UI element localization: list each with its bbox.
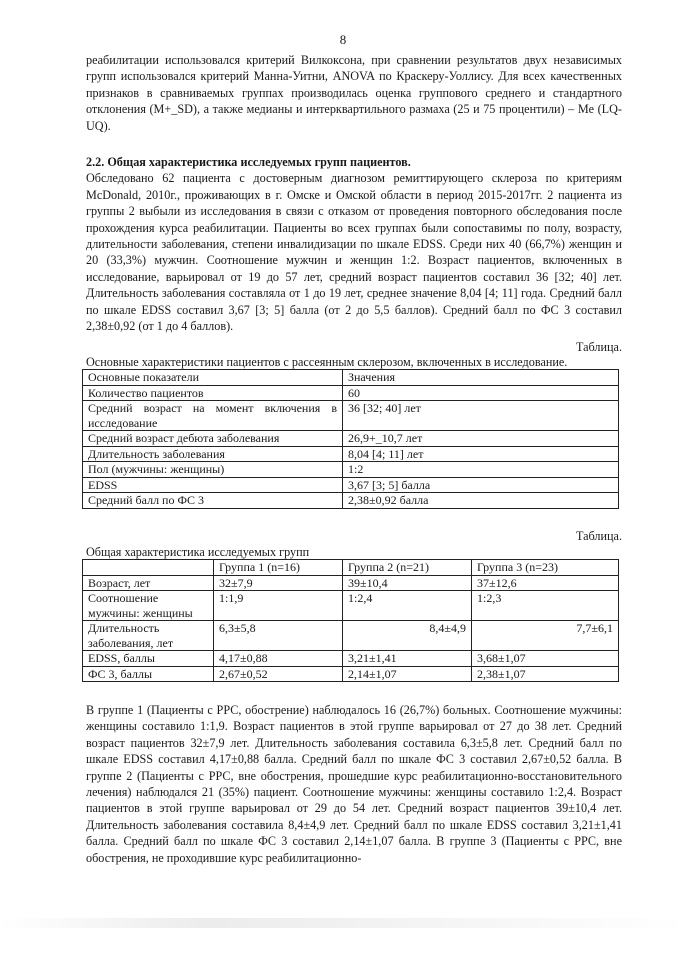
- table-cell: 3,21±1,41: [343, 651, 472, 667]
- table-row: [83, 462, 619, 478]
- table-cell: Соотношение мужчины: женщины: [83, 591, 214, 621]
- table-cell: Длительность заболевания: [83, 446, 343, 462]
- table2-label: Таблица.: [575, 529, 622, 543]
- table-cell: 32±7,9: [214, 575, 343, 591]
- table-cell: 1:1,9: [214, 591, 343, 621]
- table-cell: 2,38±1,07: [472, 666, 619, 682]
- table-cell: ФС 3, баллы: [83, 666, 214, 682]
- table-cell: EDSS: [83, 477, 343, 493]
- table1-label: Таблица.: [575, 340, 622, 354]
- table-cell: 3,67 [3; 5] балла: [343, 477, 619, 493]
- table-row: [83, 446, 619, 462]
- intro-text: реабилитации использовался критерий Вилкоксона, при сравнении результатов двух независимых групп использовался критерий Манна-Уитни, ANOVA по Краскеру-Уоллису. Для всех качественных признаков в сравниваемых группах производилась оценка группового среднего и стандартного отклонения (M+_SD), а также медианы и интерквартильного размаха (25 и 75 процентили) – Me (LQ-UQ).: [86, 53, 622, 133]
- table-cell: 2,38±0,92 балла: [343, 493, 619, 509]
- table-row: [83, 591, 619, 621]
- table-cell: Возраст, лет: [83, 575, 214, 591]
- table1-title: Основные характеристики пациентов с рассеянным склерозом, включенных в исследование.: [86, 355, 568, 369]
- table-cell: Длительность заболевания, лет: [83, 621, 214, 651]
- table-cell: 37±12,6: [472, 575, 619, 591]
- table-row: [83, 493, 619, 509]
- section-heading: 2.2. Общая характеристика исследуемых групп пациентов.: [86, 155, 411, 169]
- table-cell: 7,7±6,1: [472, 621, 619, 651]
- table-row: [83, 385, 619, 401]
- scan-artifact: [0, 918, 686, 928]
- table-cell: 8,04 [4; 11] лет: [343, 446, 619, 462]
- table-header-cell: Основные показатели: [83, 370, 343, 386]
- table-cell: 60: [343, 385, 619, 401]
- table-row: [83, 621, 619, 651]
- patient-characteristics-table: [82, 369, 619, 509]
- table-cell: 8,4±4,9: [343, 621, 472, 651]
- table-header-cell: Группа 2 (n=21): [343, 560, 472, 576]
- table-cell: Средний возраст дебюта заболевания: [83, 431, 343, 447]
- table-row: [83, 477, 619, 493]
- table-header-row: [83, 370, 619, 386]
- table-row: [83, 431, 619, 447]
- intro-paragraph: [86, 52, 622, 134]
- table-header-cell: Значения: [343, 370, 619, 386]
- table-cell: Средний балл по ФС 3: [83, 493, 343, 509]
- table-cell: Количество пациентов: [83, 385, 343, 401]
- table-header-cell: Группа 1 (n=16): [214, 560, 343, 576]
- table-cell: 1:2,3: [472, 591, 619, 621]
- table-cell: 1:2,4: [343, 591, 472, 621]
- table-cell: 39±10,4: [343, 575, 472, 591]
- table-header-cell: [83, 560, 214, 576]
- table2-title: Общая характеристика исследуемых групп: [86, 545, 310, 559]
- table-cell: 36 [32; 40] лет: [343, 401, 619, 431]
- section-2-2: [86, 154, 622, 334]
- table-cell: 26,9+_10,7 лет: [343, 431, 619, 447]
- table-cell: EDSS, баллы: [83, 651, 214, 667]
- table-cell: Пол (мужчины: женщины): [83, 462, 343, 478]
- table-cell: 1:2: [343, 462, 619, 478]
- table-row: [83, 666, 619, 682]
- table-cell: 6,3±5,8: [214, 621, 343, 651]
- table-row: [83, 651, 619, 667]
- table-cell: 2,14±1,07: [343, 666, 472, 682]
- table-header-cell: Группа 3 (n=23): [472, 560, 619, 576]
- closing-text: В группе 1 (Пациенты с РРС, обострение) наблюдалось 16 (26,7%) больных. Соотношение мужчины: женщины составило 1:1,9. Возраст пациентов в этой группе варьировал от 27 до 38 лет. Средний возраст пациентов 32±7,9 лет. Длительность заболевания составила 6,3±5,8 лет. Средний балл по шкале EDSS составил 4,17±0,88 балла. Средний балл по шкале ФС 3 составил 2,67±0,52 балла. В группе 2 (Пациенты с РРС, вне обострения, прошедшие курс реабилитационно-восстановительного лечения) наблюдался 21 (35%) пациент. Соотношение мужчины: женщины составило 1:2,4. Возраст пациентов в этой группе варьировал от 29 до 54 лет. Средний возраст пациентов 39±10,4 лет. Длительность заболевания составила 8,4±4,9 лет. Средний балл по шкале EDSS составил 3,21±1,41 балла. Средний балл по шкале ФС 3 составил 2,14±1,07 балла. В группе 3 (Пациенты с РРС, вне обострения, не проходившие курс реабилитационно-: [86, 703, 622, 865]
- group-characteristics-table: [82, 559, 619, 682]
- table-row: [83, 401, 619, 431]
- closing-paragraph: [86, 702, 622, 866]
- page-number: 8: [339, 32, 347, 47]
- table-cell: Средний возраст на момент включения в исследование: [83, 401, 343, 431]
- table-header-row: [83, 560, 619, 576]
- section-paragraph: Обследовано 62 пациента с достоверным диагнозом ремиттирующего склероза по критериям McDonald, 2010г., проживающих в г. Омске и Омской области в период 2015-2017гг. 2 пациента из группы 2 выбыли из исследования в связи с отказом от проведения повторного обследования после прохождения курса реабилитации. Пациенты во всех группах были сопоставимы по полу, возрасту, длительности заболевания, степени инвалидизации по шкале EDSS. Среди них 40 (66,7%) женщин и 20 (33,3%) мужчин. Соотношение мужчин и женщин 1:2. Возраст пациентов, включенных в исследование, варьировал от 19 до 57 лет, средний возраст пациентов составил 36 [32; 40] лет. Длительность заболевания составляла от 1 до 19 лет, среднее значение 8,04 [4; 11] года. Средний балл по шкале EDSS составил 3,67 [3; 5] балла (от 2 до 5,5 баллов). Средний балл по ФС 3 составил 2,38±0,92 (от 1 до 4 баллов).: [86, 171, 622, 334]
- table-cell: 3,68±1,07: [472, 651, 619, 667]
- table-row: [83, 575, 619, 591]
- table-cell: 4,17±0,88: [214, 651, 343, 667]
- table-cell: 2,67±0,52: [214, 666, 343, 682]
